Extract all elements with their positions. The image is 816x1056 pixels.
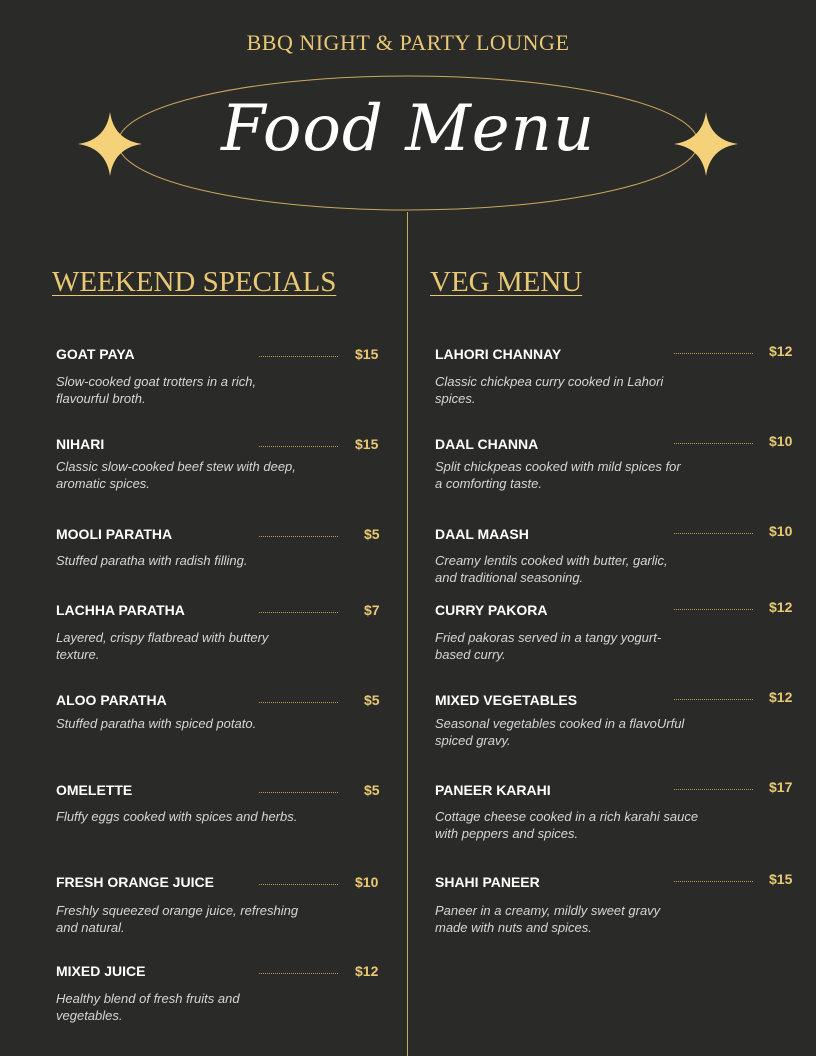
item-description: Cottage cheese cooked in a rich karahi sauce with peppers and spices. — [435, 809, 699, 841]
item-name: OMELETTE — [56, 782, 133, 798]
item-name: MIXED VEGETABLES — [435, 692, 578, 708]
dotted-leader — [674, 533, 753, 534]
item-name: LAHORI CHANNAY — [435, 346, 562, 362]
item-price: $15 — [355, 346, 379, 362]
item-price: $10 — [769, 523, 793, 539]
item-description: Split chickpeas cooked with mild spices for a comforting taste. — [435, 459, 681, 491]
menu-title: Food Menu — [220, 92, 596, 166]
weekend-specials-heading: WEEKEND SPECIALS — [52, 266, 337, 298]
item-description: Classic chickpea curry cooked in Lahori spices. — [435, 374, 664, 406]
dotted-leader — [259, 446, 338, 447]
dotted-leader — [674, 789, 753, 790]
item-price: $5 — [364, 526, 380, 542]
column-divider — [407, 212, 408, 1056]
item-name: GOAT PAYA — [56, 346, 135, 362]
dotted-leader — [259, 792, 338, 793]
item-price: $10 — [769, 433, 793, 449]
item-name: LACHHA PARATHA — [56, 602, 185, 618]
item-price: $10 — [355, 874, 379, 890]
item-description: Healthy blend of fresh fruits and vegetables. — [56, 991, 240, 1023]
item-description: Fluffy eggs cooked with spices and herbs. — [56, 809, 298, 824]
item-name: CURRY PAKORA — [435, 602, 548, 618]
dotted-leader — [674, 609, 753, 610]
dotted-leader — [259, 536, 338, 537]
item-price: $5 — [364, 692, 380, 708]
venue-name: BBQ NIGHT & PARTY LOUNGE — [246, 30, 570, 55]
dotted-leader — [674, 353, 753, 354]
item-description: Seasonal vegetables cooked in a flavoUrful spiced gravy. — [435, 716, 685, 748]
item-description: Freshly squeezed orange juice, refreshing and natural. — [56, 903, 299, 935]
item-price: $15 — [355, 436, 379, 452]
item-price: $7 — [364, 602, 380, 618]
item-price: $12 — [769, 689, 793, 705]
dotted-leader — [259, 612, 338, 613]
item-name: FRESH ORANGE JUICE — [56, 874, 214, 890]
dotted-leader — [674, 443, 753, 444]
item-name: ALOO PARATHA — [56, 692, 167, 708]
item-name: PANEER KARAHI — [435, 782, 551, 798]
dotted-leader — [674, 699, 753, 700]
item-price: $15 — [769, 871, 793, 887]
item-description: Paneer in a creamy, mildly sweet gravy made with nuts and spices. — [435, 903, 661, 935]
item-name: NIHARI — [56, 436, 105, 452]
item-description: Fried pakoras served in a tangy yogurt-based curry. — [435, 630, 662, 662]
dotted-leader — [259, 884, 338, 885]
item-price: $17 — [769, 779, 793, 795]
item-name: DAAL CHANNA — [435, 436, 539, 452]
item-description: Creamy lentils cooked with butter, garlic, and traditional seasoning. — [435, 553, 668, 585]
item-name: MIXED JUICE — [56, 963, 146, 979]
item-name: SHAHI PANEER — [435, 874, 540, 890]
dotted-leader — [259, 973, 338, 974]
item-name: MOOLI PARATHA — [56, 526, 173, 542]
item-price: $12 — [769, 599, 793, 615]
dotted-leader — [259, 702, 338, 703]
item-description: Stuffed paratha with radish filling. — [56, 553, 248, 568]
dotted-leader — [674, 881, 753, 882]
item-name: DAAL MAASH — [435, 526, 529, 542]
item-description: Slow-cooked goat trotters in a rich, flavourful broth. — [56, 374, 257, 406]
item-description: Stuffed paratha with spiced potato. — [56, 716, 257, 731]
item-price: $12 — [769, 343, 793, 359]
dotted-leader — [259, 356, 338, 357]
item-description: Classic slow-cooked beef stew with deep, aromatic spices. — [56, 459, 296, 491]
item-description: Layered, crispy flatbread with buttery texture. — [56, 630, 269, 662]
item-price: $12 — [355, 963, 379, 979]
item-price: $5 — [364, 782, 380, 798]
veg-menu-heading: VEG MENU — [430, 266, 583, 298]
